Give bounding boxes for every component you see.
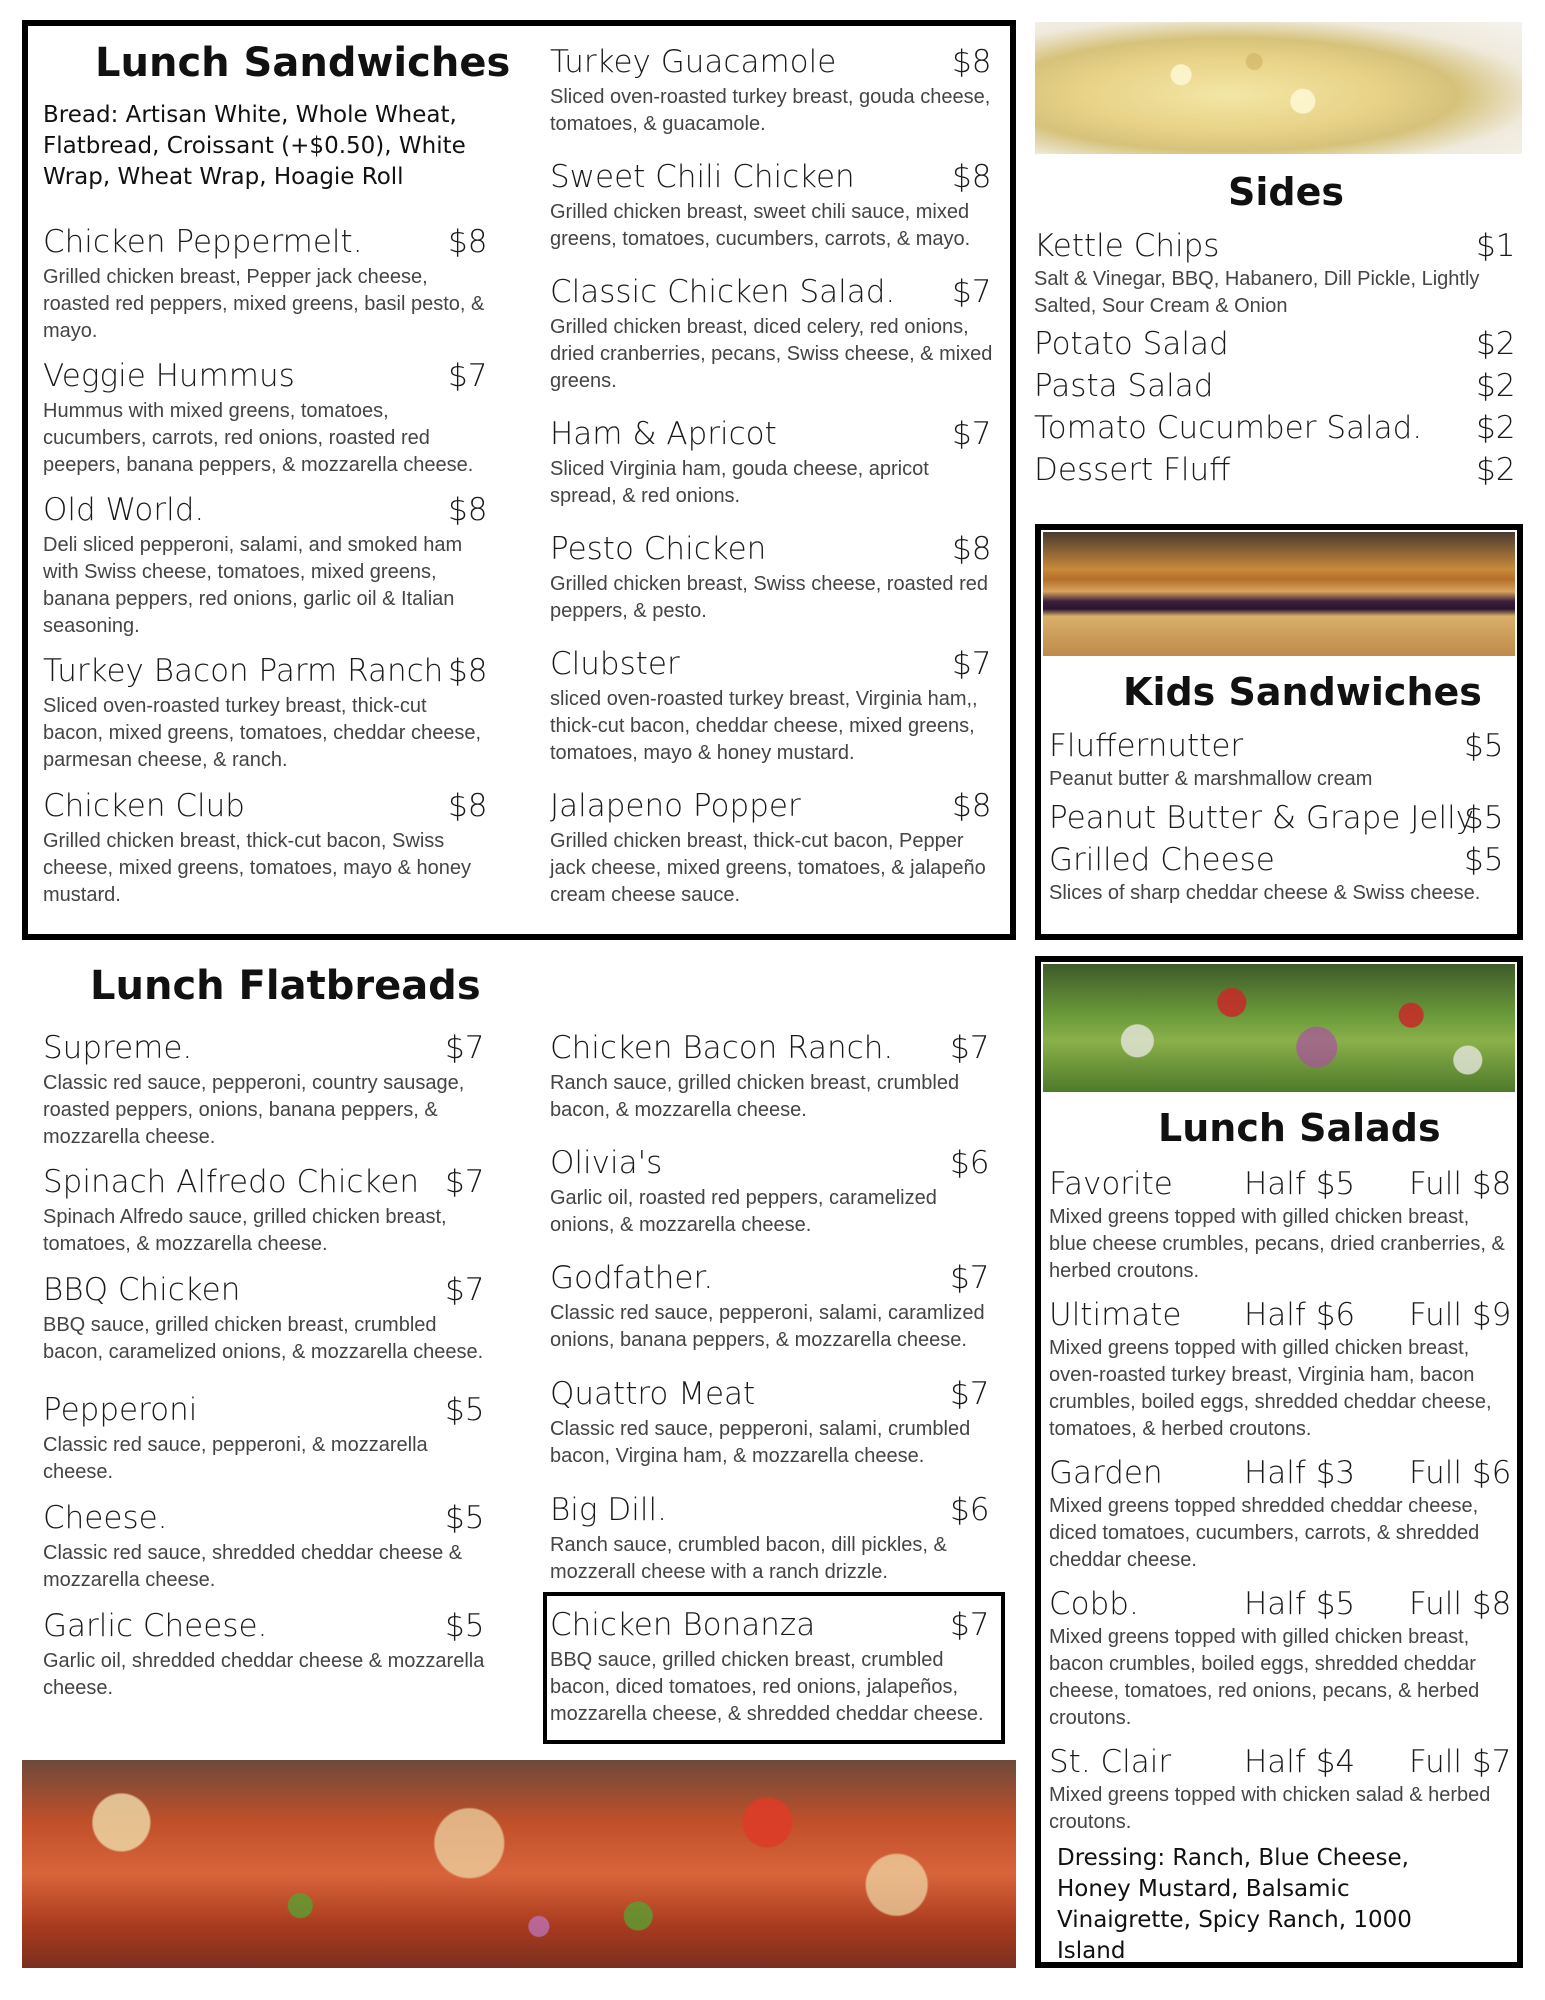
item-price: $7 [950,1607,990,1643]
sandwiches-title: Lunch Sandwiches [95,40,511,86]
item-description: Garlic oil, roasted red peppers, caramelized onions, & mozzarella cheese. [550,1187,937,1236]
item-name: Ultimate [1049,1297,1182,1333]
sides-title: Sides [1228,170,1344,214]
item-name: Pasta Salad [1034,368,1214,404]
potato-salad-photo [1035,22,1522,154]
salad-full-price: Full $6 [1409,1455,1512,1491]
item-price: $7 [952,274,992,310]
item-price: $7 [950,1260,990,1296]
side-item [1034,368,1514,404]
bread-note: Bread: Artisan White, Whole Wheat, Flatbread, Croissant (+$0.50), White Wrap, Wheat Wrap, Hoagie Roll [43,102,466,190]
item-price: $8 [448,224,488,260]
item-description: Salt & Vinegar, BBQ, Habanero, Dill Pickle, Lightly Salted, Sour Cream & Onion [1034,268,1480,317]
item-description: Grilled chicken breast, Swiss cheese, roasted red peppers, & pesto. [550,573,988,622]
item-name: Tomato Cucumber Salad. [1034,410,1423,446]
menu-item [550,1030,1000,1124]
item-price: $5 [445,1392,485,1428]
item-name: Garden [1049,1455,1163,1491]
item-price: $7 [445,1164,485,1200]
item-description: Mixed greens topped shredded cheddar cheese, diced tomatoes, cucumbers, carrots, & shredded cheddar cheese. [1049,1495,1480,1571]
menu-item [550,646,1000,767]
item-description: Classic red sauce, pepperoni, & mozzarella cheese. [43,1434,428,1483]
item-description: BBQ sauce, grilled chicken breast, crumbled bacon, diced tomatoes, red onions, jalapeños, mozzarella cheese, & shredded cheddar cheese. [550,1649,984,1725]
item-name: Big Dill. [550,1492,667,1528]
side-item [1034,452,1514,488]
menu-item [43,653,503,774]
item-name: Godfather. [550,1260,714,1296]
item-name: Favorite [1049,1166,1173,1202]
item-name: Cheese. [43,1500,168,1536]
item-description: Grilled chicken breast, Pepper jack cheese, roasted red peppers, mixed greens, basil pesto, & mayo. [43,266,485,342]
salad-half-price: Half $3 [1244,1455,1356,1491]
menu-item [43,492,503,640]
item-price: $6 [950,1145,990,1181]
item-description: BBQ sauce, grilled chicken breast, crumbled bacon, caramelized onions, & mozzarella cheese. [43,1314,484,1363]
salad-half-price: Half $5 [1244,1166,1356,1202]
item-description: Ranch sauce, grilled chicken breast, crumbled bacon, & mozzarella cheese. [550,1072,960,1121]
item-description: Peanut butter & marshmallow cream [1049,768,1373,790]
item-description: Classic red sauce, pepperoni, salami, caramlized onions, banana peppers, & mozzarella cheese. [550,1302,985,1351]
menu-item [550,44,1000,138]
menu-item [550,274,1000,395]
item-description: Hummus with mixed greens, tomatoes, cucumbers, carrots, red onions, roasted red peepers, banana peppers, & mozzarella cheese. [43,400,474,476]
salad-item [1049,1586,1512,1732]
item-name: Chicken Bonanza [550,1607,816,1643]
menu-item [550,1145,1000,1239]
salad-full-price: Full $8 [1409,1166,1512,1202]
menu-item [550,416,1000,510]
item-price: $8 [448,653,488,689]
item-price: $8 [448,492,488,528]
kids-item [1049,800,1509,836]
item-name: Jalapeno Popper [550,788,801,824]
menu-item [43,1500,503,1594]
menu-item [43,788,503,909]
salad-full-price: Full $7 [1409,1744,1512,1780]
item-description: Classic red sauce, pepperoni, country sausage, roasted peppers, onions, banana peppers, & mozzarella cheese. [43,1072,465,1148]
item-price: $1 [1476,228,1516,264]
item-name: Turkey Guacamole [550,44,837,80]
item-name: BBQ Chicken [43,1272,241,1308]
salad-half-price: Half $6 [1244,1297,1356,1333]
item-price: $2 [1476,452,1516,488]
kids-item [1049,728,1509,793]
item-name: Pepperoni [43,1392,198,1428]
item-description: Classic red sauce, pepperoni, salami, crumbled bacon, Virgina ham, & mozzarella cheese. [550,1418,971,1467]
menu-item [43,1392,503,1486]
item-description: Deli sliced pepperoni, salami, and smoked ham with Swiss cheese, tomatoes, mixed greens, banana peppers, red onions, garlic oil & Italian seasoning. [43,534,463,637]
item-name: Quattro Meat [550,1376,756,1412]
item-name: Olivia's [550,1145,663,1181]
menu-item [550,1492,1000,1586]
menu-item [43,1272,503,1366]
item-name: Cobb. [1049,1586,1139,1622]
item-name: Classic Chicken Salad. [550,274,896,310]
item-name: Chicken Club [43,788,245,824]
side-item [1034,326,1514,362]
item-name: Supreme. [43,1030,193,1066]
item-name: Veggie Hummus [43,358,295,394]
item-name: Clubster [550,646,680,682]
item-description: Mixed greens topped with gilled chicken breast, blue cheese crumbles, pecans, dried cranberries, & herbed croutons. [1049,1206,1505,1282]
item-description: Mixed greens topped with gilled chicken breast, bacon crumbles, boiled eggs, shredded cheddar cheese, tomatoes, red onions, pecans, & herbed croutons. [1049,1626,1480,1729]
chicken-bonanza-highlight-box [543,1592,1005,1744]
salad-item [1049,1455,1512,1574]
item-price: $7 [445,1030,485,1066]
item-description: Mixed greens topped with chicken salad & herbed croutons. [1049,1784,1491,1833]
side-item [1034,410,1514,446]
item-name: Old World. [43,492,205,528]
item-price: $7 [952,646,992,682]
item-description: Ranch sauce, crumbled bacon, dill pickles, & mozzerall cheese with a ranch drizzle. [550,1534,947,1583]
item-description: sliced oven-roasted turkey breast, Virginia ham,, thick-cut bacon, cheddar cheese, mixed greens, tomatoes, mayo & honey mustard. [550,688,978,764]
item-description: Sliced oven-roasted turkey breast, gouda cheese, tomatoes, & guacamole. [550,86,991,135]
item-price: $5 [445,1608,485,1644]
item-price: $5 [445,1500,485,1536]
item-price: $5 [1464,728,1504,764]
salads-title: Lunch Salads [1158,1106,1441,1150]
salad-half-price: Half $4 [1244,1744,1356,1780]
item-price: $2 [1476,410,1516,446]
item-price: $8 [952,44,992,80]
salad-full-price: Full $8 [1409,1586,1512,1622]
item-description: Grilled chicken breast, sweet chili sauce, mixed greens, tomatoes, cucumbers, carrots, & mayo. [550,201,971,250]
menu-item [43,224,503,345]
item-name: Pesto Chicken [550,531,767,567]
salad-item [1049,1744,1512,1836]
menu-item [43,1608,503,1702]
item-name: Garlic Cheese. [43,1608,268,1644]
item-name: Peanut Butter & Grape Jelly [1049,800,1475,836]
item-description: Grilled chicken breast, thick-cut bacon, Swiss cheese, mixed greens, tomatoes, mayo & honey mustard. [43,830,472,906]
flatbreads-title: Lunch Flatbreads [90,963,481,1009]
menu-item [550,531,1000,625]
item-price: $7 [448,358,488,394]
item-description: Classic red sauce, shredded cheddar cheese & mozzarella cheese. [43,1542,463,1591]
item-name: Spinach Alfredo Chicken [43,1164,420,1200]
item-name: Sweet Chili Chicken [550,159,855,195]
item-name: Kettle Chips [1034,228,1220,264]
item-description: Slices of sharp cheddar cheese & Swiss cheese. [1049,882,1481,904]
pbj-sandwich-photo [1043,532,1515,656]
item-price: $8 [952,159,992,195]
item-price: $5 [1464,800,1504,836]
salad-item [1049,1166,1512,1285]
item-price: $8 [448,788,488,824]
kids-item [1049,842,1509,907]
pizza-photo [22,1760,1016,1968]
item-description: Grilled chicken breast, diced celery, red onions, dried cranberries, pecans, Swiss cheese, & mixed greens. [550,316,993,392]
item-price: $7 [950,1030,990,1066]
menu-item [43,358,503,479]
item-name: Turkey Bacon Parm Ranch [43,653,444,689]
item-price: $7 [952,416,992,452]
menu-item [550,1260,1000,1354]
menu-item [550,788,1000,909]
item-name: St. Clair [1049,1744,1172,1780]
item-price: $2 [1476,326,1516,362]
item-description: Grilled chicken breast, thick-cut bacon, Pepper jack cheese, mixed greens, tomatoes, & jalapeño cream cheese sauce. [550,830,986,906]
item-price: $8 [952,531,992,567]
salad-half-price: Half $5 [1244,1586,1356,1622]
item-price: $6 [950,1492,990,1528]
salad-full-price: Full $9 [1409,1297,1512,1333]
item-name: Chicken Peppermelt. [43,224,363,260]
item-description: Spinach Alfredo sauce, grilled chicken breast, tomatoes, & mozzarella cheese. [43,1206,447,1255]
item-price: $2 [1476,368,1516,404]
item-name: Fluffernutter [1049,728,1244,764]
item-name: Grilled Cheese [1049,842,1275,878]
menu-item [43,1030,503,1151]
side-item [1034,228,1514,320]
item-description: Garlic oil, shredded cheddar cheese & mozzarella cheese. [43,1650,485,1699]
item-name: Dessert Fluff [1034,452,1231,488]
item-description: Sliced oven-roasted turkey breast, thick-cut bacon, mixed greens, tomatoes, cheddar cheese, parmesan cheese, & ranch. [43,695,482,771]
item-price: $8 [952,788,992,824]
item-description: Mixed greens topped with gilled chicken breast, oven-roasted turkey breast, Virginia ham, bacon crumbles, boiled eggs, shredded cheddar cheese, tomatoes, & herbed croutons. [1049,1337,1492,1440]
item-name: Chicken Bacon Ranch. [550,1030,894,1066]
item-name: Potato Salad [1034,326,1229,362]
item-name: Ham & Apricot [550,416,777,452]
salad-item [1049,1297,1512,1443]
menu-item [550,1376,1000,1470]
item-price: $7 [445,1272,485,1308]
salad-photo [1043,964,1515,1092]
item-description: Sliced Virginia ham, gouda cheese, apricot spread, & red onions. [550,458,929,507]
item-price: $5 [1464,842,1504,878]
dressing-note: Dressing: Ranch, Blue Cheese, Honey Mustard, Balsamic Vinaigrette, Spicy Ranch, 1000 Island [1057,1845,1412,1964]
item-price: $7 [950,1376,990,1412]
menu-item [550,159,1000,253]
menu-item [43,1164,503,1258]
kids-title: Kids Sandwiches [1123,670,1482,714]
